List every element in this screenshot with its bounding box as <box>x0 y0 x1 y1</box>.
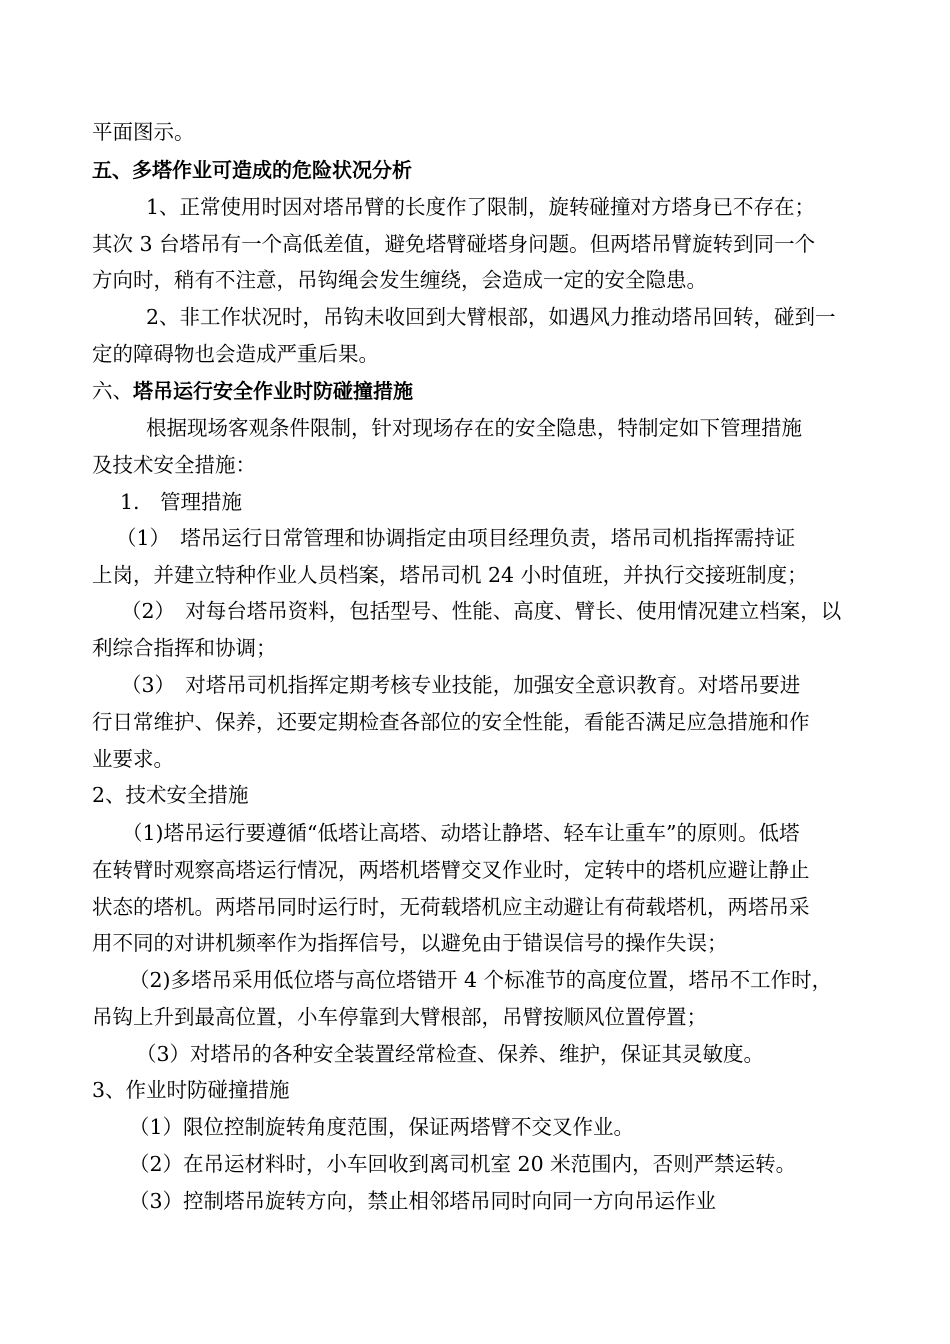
section-5-paragraph-1-line-1: 1、正常使用时因对塔吊臂的长度作了限制，旋转碰撞对方塔身已不存在； <box>146 195 816 219</box>
management-item-3-line-1: （3） 对塔吊司机指挥定期考核专业技能，加强安全意识教育。对塔吊要进 <box>121 673 801 697</box>
collision-item-3: （3）控制塔吊旋转方向，禁止相邻塔吊同时向同一方向吊运作业 <box>129 1189 717 1213</box>
technical-measures-title: 2、技术安全措施 <box>92 783 249 807</box>
collision-item-2: （2）在吊运材料时，小车回收到离司机室 20 米范围内，否则严禁运转。 <box>129 1152 797 1176</box>
management-item-2-line-2: 利综合指挥和协调； <box>92 636 277 660</box>
section-5-paragraph-1-line-2: 其次 3 台塔吊有一个高低差值，避免塔臂碰塔身问题。但两塔吊臂旋转到同一个 <box>92 232 816 256</box>
collision-measures-title: 3、作业时防碰撞措施 <box>92 1078 290 1102</box>
technical-item-2-line-2: 吊钩上升到最高位置，小车停靠到大臂根部，吊臂按顺风位置停置； <box>92 1005 707 1029</box>
management-item-2-line-1: （2） 对每台塔吊资料，包括型号、性能、高度、臂长、使用情况建立档案，以 <box>121 599 842 623</box>
technical-item-1-line-1: （1)塔吊运行要遵循“低塔让高塔、动塔让静塔、轻车让重车”的原则。低塔 <box>122 821 800 845</box>
management-measures-title: 1. 管理措施 <box>120 490 243 514</box>
technical-item-2-line-1: （2)多塔吊采用低位塔与高位塔错开 4 个标准节的高度位置，塔吊不工作时， <box>129 968 833 992</box>
technical-item-1-line-4: 用不同的对讲机频率作为指挥信号，以避免由于错误信号的操作失误； <box>92 931 728 955</box>
section-6-intro-line-2: 及技术安全措施： <box>92 453 256 477</box>
technical-item-3: （3）对塔吊的各种安全装置经常检查、保养、维护，保证其灵敏度。 <box>136 1042 765 1066</box>
section-6-intro-line-1: 根据现场客观条件限制，针对现场存在的安全隐患，特制定如下管理措施 <box>146 416 802 440</box>
technical-item-1-line-3: 状态的塔机。两塔吊同时运行时，无荷载塔机应主动避让有荷载塔机，两塔吊采 <box>92 895 810 919</box>
intro-line: 平面图示。 <box>92 120 195 144</box>
collision-item-1: （1）限位控制旋转角度范围，保证两塔臂不交叉作业。 <box>129 1115 635 1139</box>
section-6-heading-text: 塔吊运行安全作业时防碰撞措施 <box>133 379 413 403</box>
management-item-3-line-2: 行日常维护、保养，还要定期检查各部位的安全性能，看能否满足应急措施和作 <box>92 710 810 734</box>
management-item-1-line-1: （1） 塔吊运行日常管理和协调指定由项目经理负责，塔吊司机指挥需持证 <box>116 526 796 550</box>
management-item-1-line-2: 上岗，并建立特种作业人员档案，塔吊司机 24 小时值班，并执行交接班制度； <box>92 563 808 587</box>
section-5-paragraph-1-line-3: 方向时，稍有不注意，吊钩绳会发生缠绕，会造成一定的安全隐患。 <box>92 268 707 292</box>
technical-item-1-line-2: 在转臂时观察高塔运行情况，两塔机塔臂交叉作业时，定转中的塔机应避让静止 <box>92 858 810 882</box>
section-6-heading-prefix: 六、 <box>92 379 133 403</box>
section-5-paragraph-2-line-2: 定的障碍物也会造成严重后果。 <box>92 342 379 366</box>
section-5-paragraph-2-line-1: 2、非工作状况时，吊钩未收回到大臂根部，如遇风力推动塔吊回转，碰到一 <box>146 305 836 329</box>
management-item-3-line-3: 业要求。 <box>92 747 174 771</box>
section-5-heading: 五、多塔作业可造成的危险状况分析 <box>92 158 412 182</box>
section-6-heading <box>92 378 413 404</box>
